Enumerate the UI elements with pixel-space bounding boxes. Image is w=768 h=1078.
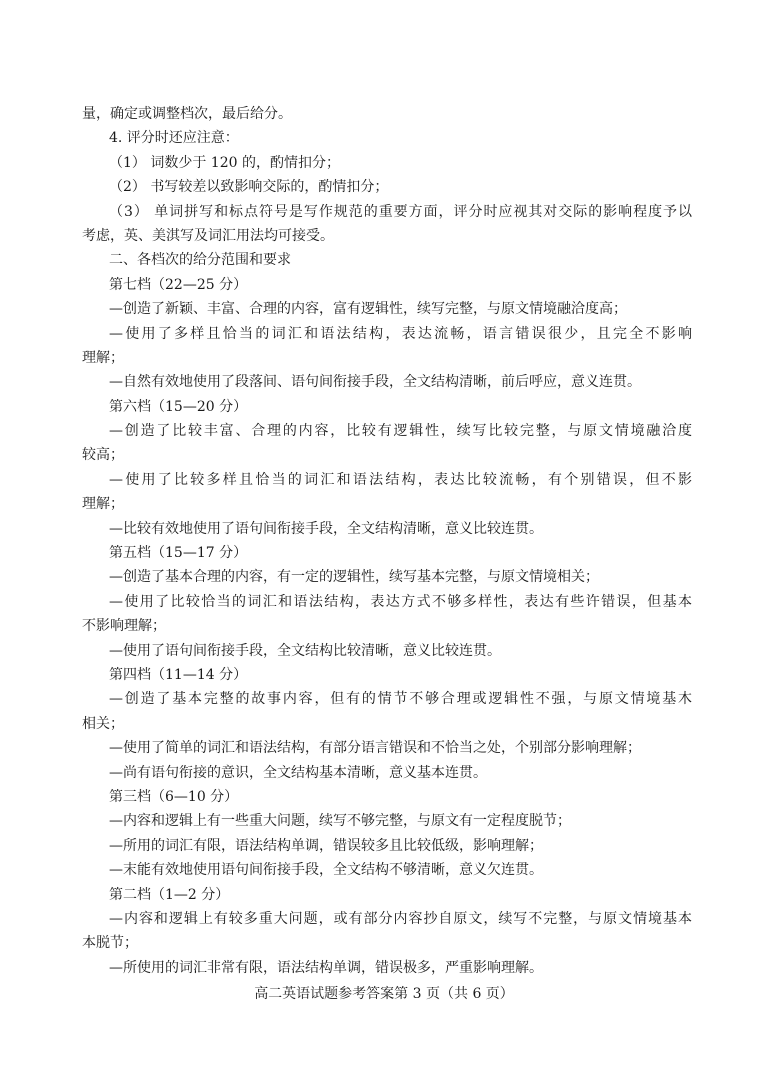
criterion-continuation: 本脱节； bbox=[82, 935, 138, 952]
criterion-line: —使用了比较恰当的词汇和语法结构，表达方式不够多样性，表达有些许错误，但基本 bbox=[109, 593, 692, 610]
criterion-continuation: 相关； bbox=[82, 715, 124, 732]
criterion-line: —使用了比较多样且恰当的词汇和语法结构，表达比较流畅，有个别错误，但不影 bbox=[109, 471, 692, 488]
criterion-line: —创造了基本合理的内容，有一定的逻辑性，续写基本完整，与原文情境相关； bbox=[109, 569, 599, 586]
criterion-line: —创造了基本完整的故事内容，但有的情节不够合理或逻辑性不强，与原文情境基木 bbox=[109, 691, 692, 708]
section-item-4: 4. 评分时还应注意： bbox=[109, 130, 239, 147]
criterion-line: —末能有效地使用语句间衔接手段，全文结构不够清晰，意义欠连贯。 bbox=[109, 862, 543, 879]
grade-heading-3: 第三档（6—10 分） bbox=[109, 788, 239, 805]
criterion-continuation: 较高； bbox=[82, 447, 124, 464]
criterion-line: —创造了新颖、丰富、合理的内容，富有逻辑性，续写完整，与原文情境融洽度高； bbox=[109, 301, 627, 318]
criterion-line: —使用了多样且恰当的词汇和语法结构，表达流畅，语言错误很少，且完全不影响 bbox=[109, 325, 692, 342]
page-footer: 高二英语试题参考答案第 3 页（共 6 页） bbox=[254, 986, 514, 1002]
criterion-line: —比较有效地使用了语句间衔接手段，全文结构清晰，意义比较连贯。 bbox=[109, 520, 543, 537]
text-line: 量，确定或调整档次，最后给分。 bbox=[82, 106, 292, 122]
section-heading: 二、各档次的给分范围和要求 bbox=[109, 252, 291, 269]
criterion-line: —内容和逻辑上有一些重大问题，续写不够完整，与原文有一定程度脱节； bbox=[109, 813, 571, 830]
text-line: 考虑，英、美淇写及词汇用法均可接受。 bbox=[82, 227, 334, 244]
grade-heading-2: 第二档（1—2 分） bbox=[109, 886, 230, 903]
criterion-line: —所使用的词汇非常有限，语法结构单调，错误极多，严重影响理解。 bbox=[109, 959, 543, 976]
criterion-line: —所用的词汇有限，语法结构单调，错误较多且比较低级，影响理解； bbox=[109, 837, 543, 854]
grade-heading-6: 第六档（15—20 分） bbox=[109, 398, 248, 415]
criterion-line: —使用了简单的词汇和语法结构，有部分语言错误和不恰当之处，个别部分影响理解； bbox=[109, 740, 641, 757]
note-item-2: （2） 书写较差以致影响交际的，酌情扣分； bbox=[109, 179, 389, 196]
criterion-continuation: 理解； bbox=[82, 349, 124, 366]
criterion-line: —内容和逻辑上有较多重大问题，或有部分内容抄自原文，续写不完整，与原文情境基本 bbox=[109, 910, 692, 927]
grade-heading-7: 第七档（22—25 分） bbox=[109, 276, 248, 293]
criterion-continuation: 不影响理解； bbox=[82, 618, 166, 635]
criterion-line: —创造了比较丰富、合理的内容，比较有逻辑性，续写比较完整，与原文情境融洽度 bbox=[109, 423, 692, 440]
criterion-line: —使用了语句间衔接手段，全文结构比较清晰，意义比较连贯。 bbox=[109, 642, 501, 659]
document-body bbox=[82, 102, 692, 980]
note-item-1: （1） 词数少于 120 的，酌情扣分； bbox=[109, 154, 340, 171]
criterion-line: —自然有效地使用了段落间、语句间衔接手段，全文结构清晰，前后呼应，意义连贯。 bbox=[109, 374, 641, 391]
grade-heading-5: 第五档（15—17 分） bbox=[109, 545, 248, 562]
criterion-continuation: 理解； bbox=[82, 496, 124, 513]
criterion-line: —尚有语句衔接的意识，全文结构基本清晰，意义基本连贯。 bbox=[109, 764, 487, 781]
note-item-3: （3） 单词拼写和标点符号是写作规范的重要方面，评分时应视其对交际的影响程度予以 bbox=[109, 203, 692, 220]
grade-heading-4: 第四档（11—14 分） bbox=[109, 666, 248, 683]
